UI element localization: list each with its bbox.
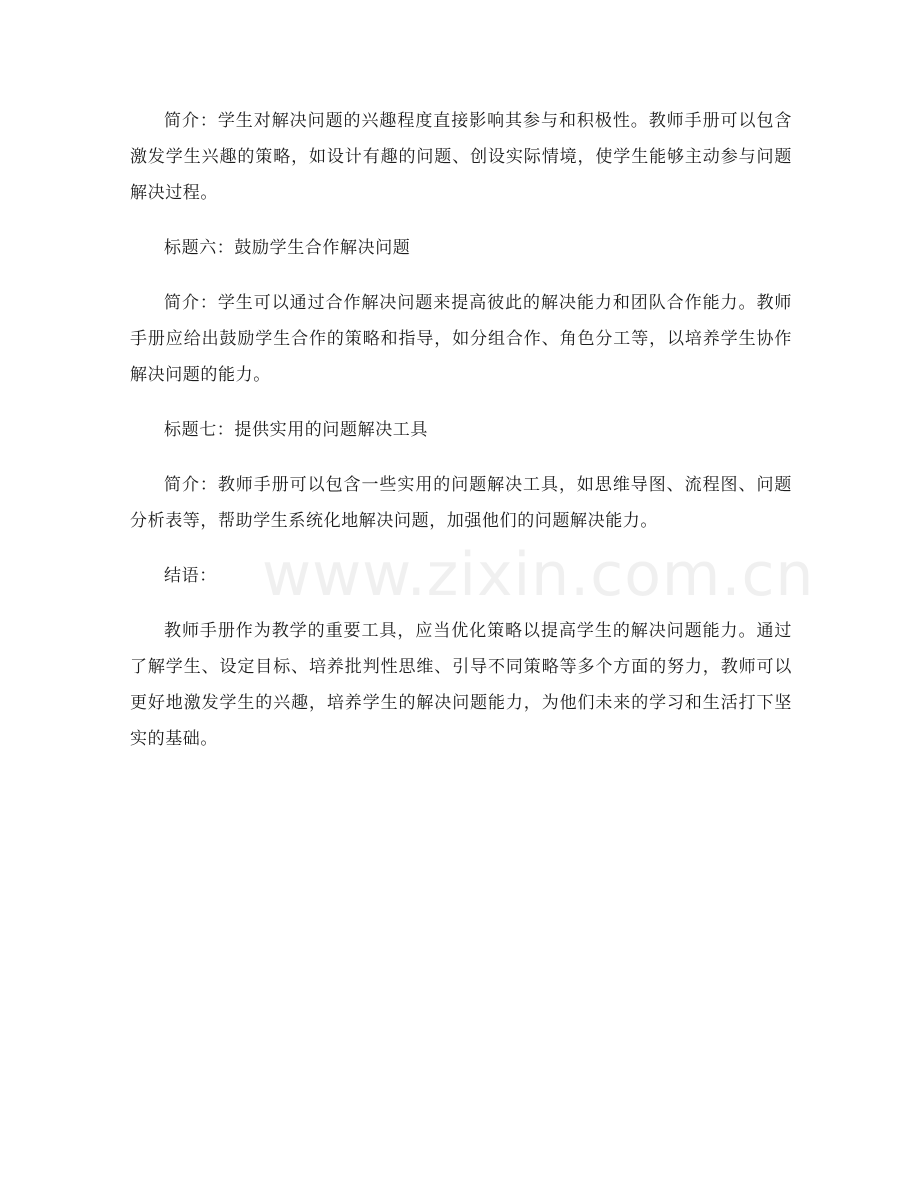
watermark-text: www.zixin.com.cn — [262, 540, 815, 610]
paragraph-conclusion: 教师手册作为教学的重要工具，应当优化策略以提高学生的解决问题能力。通过了解学生、设定目标、培养批判性思维、引导不同策略等多个方面的努力，教师可以更好地激发学生的兴趣，培养学生的解决问题能力，为他们未来的学习和生活打下坚实的基础。 — [130, 621, 792, 749]
section-heading-seven: 标题七：提供实用的问题解决工具 — [164, 420, 428, 440]
paragraph-cooperation-intro: 简介：学生可以通过合作解决问题来提高彼此的解决能力和团队合作能力。教师手册应给出鼓励学生合作的策略和指导，如分组合作、角色分工等，以培养学生协作解决问题的能力。 — [130, 293, 792, 385]
section-heading-six: 标题六：鼓励学生合作解决问题 — [164, 238, 411, 258]
conclusion-heading: 结语： — [164, 566, 217, 586]
paragraph-tools-intro: 简介：教师手册可以包含一些实用的问题解决工具，如思维导图、流程图、问题分析表等，帮助学生系统化地解决问题，加强他们的问题解决能力。 — [130, 475, 792, 531]
paragraph-interest-intro: 简介：学生对解决问题的兴趣程度直接影响其参与和积极性。教师手册可以包含激发学生兴趣的策略，如设计有趣的问题、创设实际情境，使学生能够主动参与问题解决过程。 — [130, 111, 792, 203]
document-body — [130, 103, 792, 776]
